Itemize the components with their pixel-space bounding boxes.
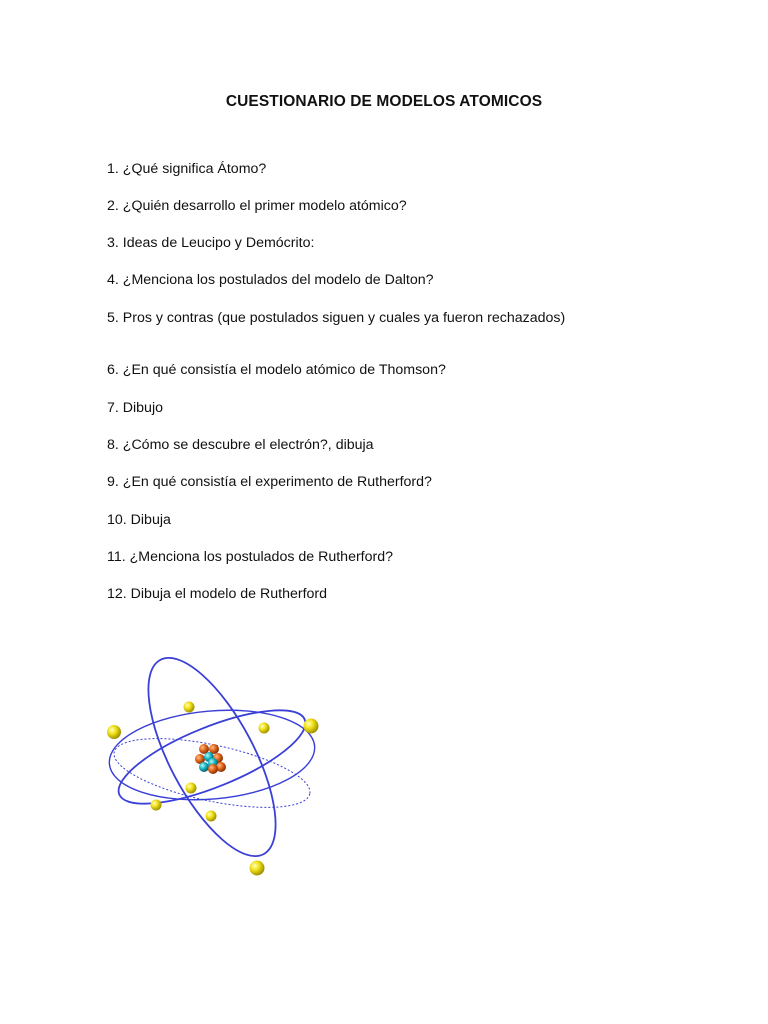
atom-model-icon [100,655,330,885]
question-1: 1. ¿Qué significa Átomo? [107,161,267,177]
electron-1 [107,725,121,739]
question-9: 9. ¿En qué consistía el experimento de Rutherford? [107,474,432,490]
question-8: 8. ¿Cómo se descubre el electrón?, dibuja [107,437,374,453]
electron-2 [184,702,195,713]
electron-6 [151,800,162,811]
question-2: 2. ¿Quién desarrollo el primer modelo atómico? [107,198,407,214]
electron-4 [304,719,319,734]
nucleus [195,744,226,774]
electron-3 [259,723,270,734]
question-6: 6. ¿En qué consistía el modelo atómico de Thomson? [107,362,446,378]
question-5: 5. Pros y contras (que postulados siguen y cuales ya fueron rechazados) [107,310,566,326]
question-7: 7. Dibujo [107,400,163,416]
question-12: 12. Dibuja el modelo de Rutherford [107,586,328,602]
page-title: CUESTIONARIO DE MODELOS ATOMICOS [225,93,543,110]
question-10: 10. Dibuja [107,512,171,528]
question-11: 11. ¿Menciona los postulados de Rutherford? [107,549,394,565]
electron-5 [186,783,197,794]
electron-7 [206,811,217,822]
electron-8 [250,861,265,876]
question-4: 4. ¿Menciona los postulados del modelo de Dalton? [107,272,434,288]
question-3: 3. Ideas de Leucipo y Demócrito: [107,235,315,251]
